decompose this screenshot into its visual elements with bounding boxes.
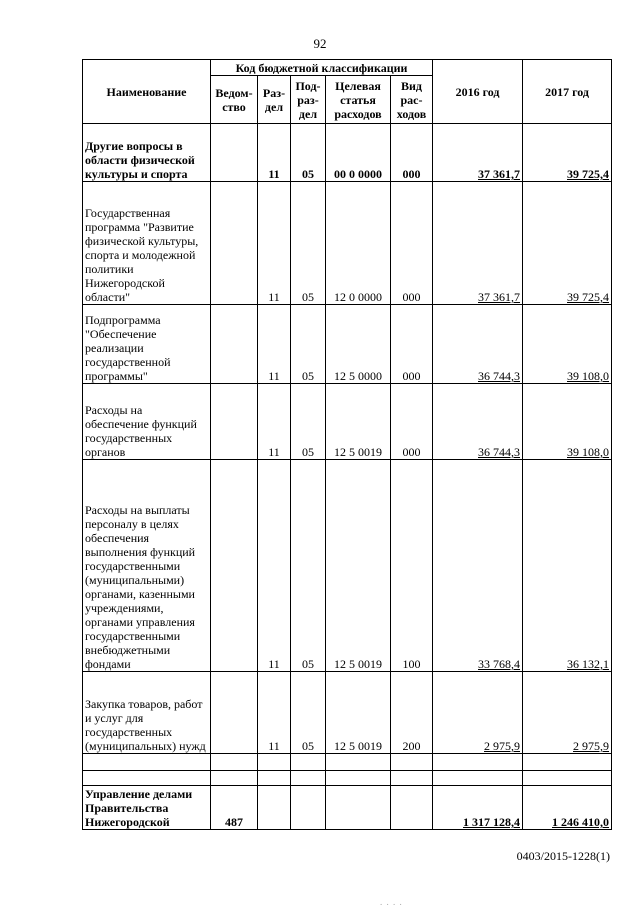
cell-y2016: 36 744,3 <box>433 384 523 460</box>
cell-ved <box>211 672 258 754</box>
cell-y2016: 2 975,9 <box>433 672 523 754</box>
table-row <box>83 754 612 771</box>
cell-name: Подпрограмма "Обеспечение реализации государственной программы" <box>83 305 211 384</box>
cell-podrazdel: 05 <box>291 305 326 384</box>
cell-vid: 000 <box>391 384 433 460</box>
header-vid: Вид рас-ходов <box>391 76 433 124</box>
cell-vid <box>391 754 433 771</box>
cell-vid: 000 <box>391 305 433 384</box>
cell-y2016 <box>433 771 523 786</box>
cell-y2016: 37 361,7 <box>433 124 523 182</box>
cell-razdel <box>258 754 291 771</box>
header-2016: 2016 год <box>433 60 523 124</box>
cell-ved <box>211 305 258 384</box>
cell-ved <box>211 124 258 182</box>
cell-name: Государственная программа "Развитие физической культуры, спорта и молодежной политики Нижегородской области" <box>83 182 211 305</box>
cell-y2016: 1 317 128,4 <box>433 786 523 830</box>
header-tselevaya: Целевая статья расходов <box>326 76 391 124</box>
page-number: 92 <box>313 36 327 51</box>
cell-y2017: 2 975,9 <box>523 672 612 754</box>
cell-razdel: 11 <box>258 124 291 182</box>
cell-razdel: 11 <box>258 672 291 754</box>
cell-razdel: 11 <box>258 305 291 384</box>
table-row <box>83 460 612 672</box>
cell-y2016 <box>433 754 523 771</box>
cell-podrazdel <box>291 771 326 786</box>
cell-vid: 000 <box>391 124 433 182</box>
cell-y2017: 39 108,0 <box>523 384 612 460</box>
header-razdel: Раз-дел <box>258 76 291 124</box>
cell-name: Расходы на обеспечение функций государственных органов <box>83 384 211 460</box>
cell-name: Управление делами Правительства Нижегородской <box>83 786 211 830</box>
table-row <box>83 305 612 384</box>
cell-podrazdel: 05 <box>291 384 326 460</box>
header-vedomstvo: Ведом-ство <box>211 76 258 124</box>
cell-razdel: 11 <box>258 460 291 672</box>
cell-tselevaya <box>326 754 391 771</box>
cell-name: Другие вопросы в области физической культуры и спорта <box>83 124 211 182</box>
cell-name: Расходы на выплаты персоналу в целях обеспечения выполнения функций государственными (муниципальными) органами, казенными учреждениями, органами управления государственными внебюджетными фондами <box>83 460 211 672</box>
cell-podrazdel: 05 <box>291 460 326 672</box>
scan-artifact: . . . . <box>380 897 403 907</box>
cell-razdel <box>258 786 291 830</box>
cell-tselevaya: 00 0 0000 <box>326 124 391 182</box>
cell-tselevaya: 12 0 0000 <box>326 182 391 305</box>
cell-y2017 <box>523 754 612 771</box>
table-row <box>83 384 612 460</box>
cell-y2016: 37 361,7 <box>433 182 523 305</box>
header-podrazdel: Под-раз-дел <box>291 76 326 124</box>
cell-vid: 000 <box>391 182 433 305</box>
cell-y2016: 36 744,3 <box>433 305 523 384</box>
cell-tselevaya: 12 5 0000 <box>326 305 391 384</box>
cell-ved <box>211 182 258 305</box>
cell-ved <box>211 460 258 672</box>
cell-tselevaya: 12 5 0019 <box>326 460 391 672</box>
table-row <box>83 672 612 754</box>
cell-y2017: 39 108,0 <box>523 305 612 384</box>
header-2017: 2017 год <box>523 60 612 124</box>
cell-razdel: 11 <box>258 182 291 305</box>
table-row <box>83 771 612 786</box>
cell-ved <box>211 384 258 460</box>
header-classification: Код бюджетной классификации <box>211 60 433 76</box>
cell-tselevaya: 12 5 0019 <box>326 672 391 754</box>
cell-razdel: 11 <box>258 384 291 460</box>
cell-tselevaya: 12 5 0019 <box>326 384 391 460</box>
cell-ved <box>211 771 258 786</box>
cell-y2017: 39 725,4 <box>523 182 612 305</box>
cell-razdel <box>258 771 291 786</box>
cell-tselevaya <box>326 771 391 786</box>
cell-y2017: 1 246 410,0 <box>523 786 612 830</box>
cell-y2017: 36 132,1 <box>523 460 612 672</box>
document-code: 0403/2015-1228(1) <box>516 849 610 863</box>
cell-name <box>83 771 211 786</box>
table-row <box>83 182 612 305</box>
table-row <box>83 124 612 182</box>
cell-ved: 487 <box>211 786 258 830</box>
cell-podrazdel: 05 <box>291 672 326 754</box>
cell-y2017 <box>523 771 612 786</box>
cell-name <box>83 754 211 771</box>
cell-tselevaya <box>326 786 391 830</box>
cell-podrazdel <box>291 786 326 830</box>
cell-vid: 200 <box>391 672 433 754</box>
cell-podrazdel <box>291 754 326 771</box>
cell-vid <box>391 786 433 830</box>
cell-name: Закупка товаров, работ и услуг для государственных (муниципальных) нужд <box>83 672 211 754</box>
cell-podrazdel: 05 <box>291 182 326 305</box>
header-name: Наименование <box>83 60 211 124</box>
cell-ved <box>211 754 258 771</box>
cell-vid <box>391 771 433 786</box>
cell-y2017: 39 725,4 <box>523 124 612 182</box>
cell-podrazdel: 05 <box>291 124 326 182</box>
budget-table <box>82 59 612 830</box>
cell-y2016: 33 768,4 <box>433 460 523 672</box>
cell-vid: 100 <box>391 460 433 672</box>
table-row <box>83 786 612 830</box>
